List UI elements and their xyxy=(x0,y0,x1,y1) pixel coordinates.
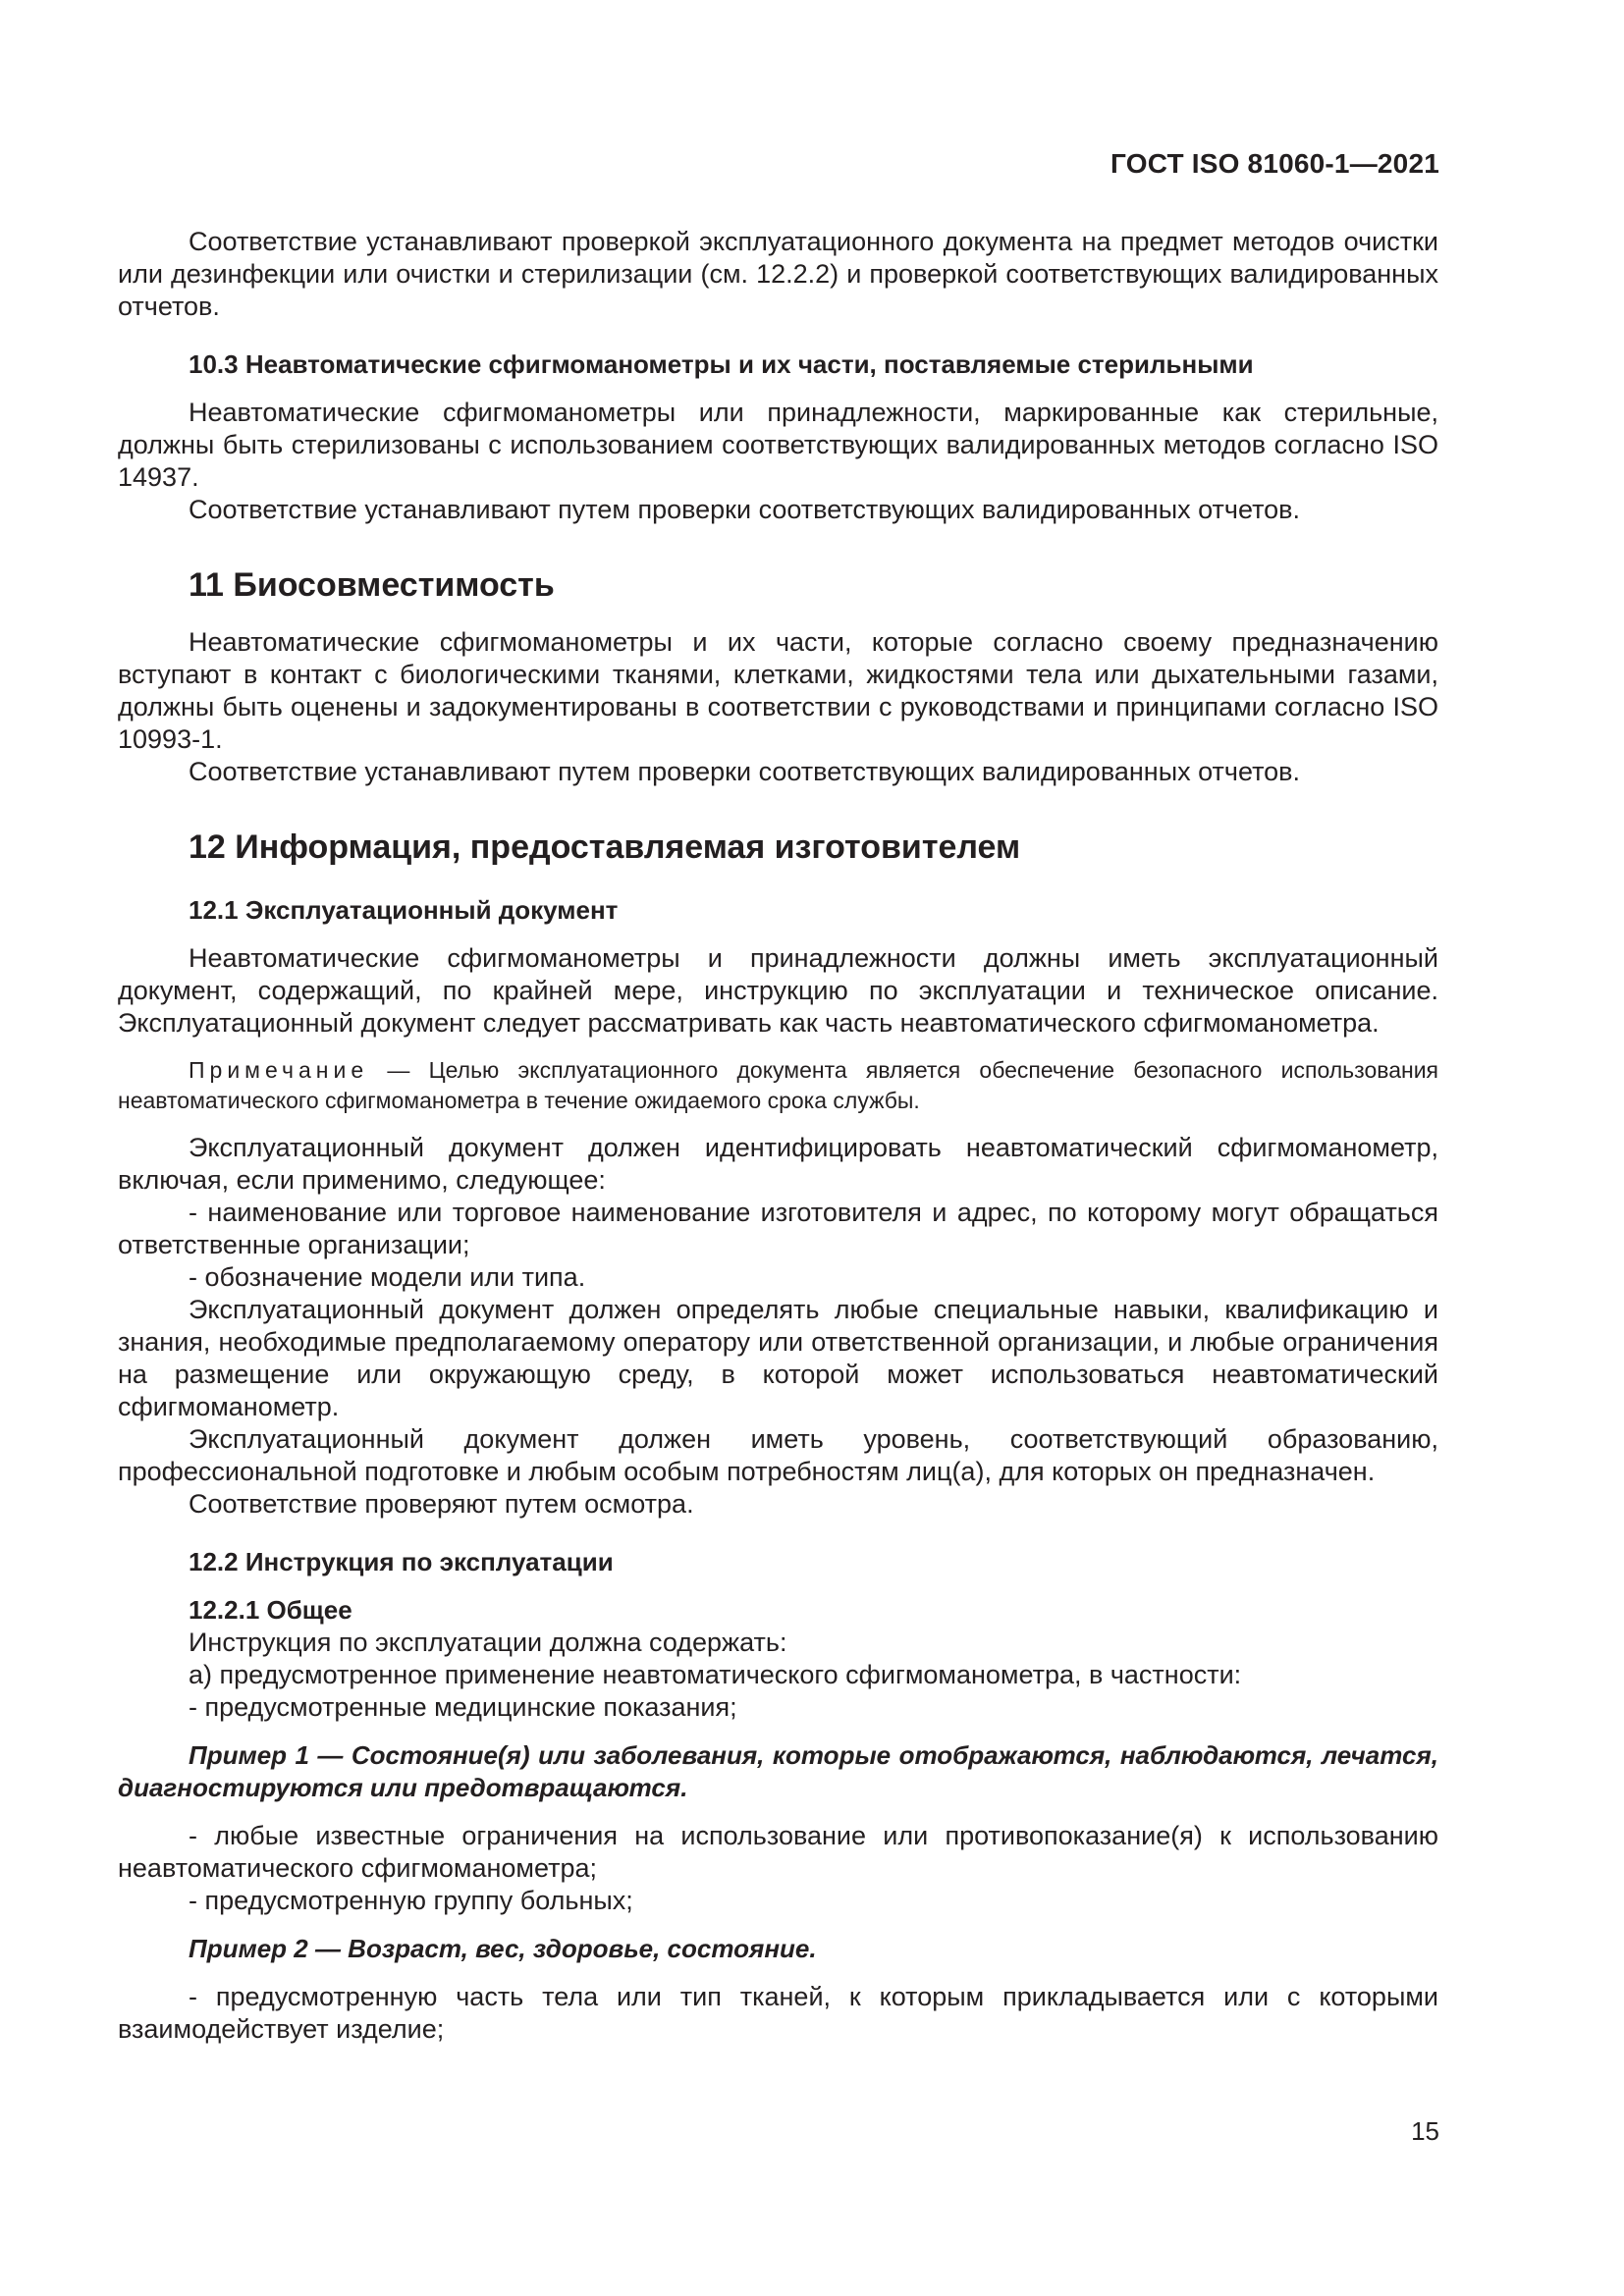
standard-code-header: ГОСТ ISO 81060-1—2021 xyxy=(1110,148,1439,179)
list-item: - предусмотренные медицинские показания; xyxy=(189,1692,737,1722)
paragraph: Соответствие устанавливают проверкой эксплуатационного документа на предмет методов очистки или дезинфекции или очистки и стерилизации (см. 12.2.2) и проверкой соответствующих валидированных отчетов. xyxy=(118,227,1438,321)
list-item: - любые известные ограничения на использование или противопоказание(я) к использованию неавтоматического сфигмоманометра; xyxy=(118,1821,1438,1883)
list-item: - обозначение модели или типа. xyxy=(189,1262,586,1292)
paragraph: Эксплуатационный документ должен идентифицировать неавтоматический сфигмоманометр, включая, если применимо, следующее: xyxy=(118,1133,1438,1195)
paragraph: Неавтоматические сфигмоманометры и их части, которые согласно своему предназначению вступают в контакт с биологическими тканями, клетками, жидкостями тела или дыхательными газами, должны быть оценены и задокументированы в соответствии с руководствами и принципами согласно ISO 10993-1. xyxy=(118,627,1438,754)
paragraph: Эксплуатационный документ должен определять любые специальные навыки, квалификацию и знания, необходимые предполагаемому оператору или ответственной организации, и любые ограничения на размещение или окружающую среду, в которой может использоваться неавтоматический сфигмоманометр. xyxy=(118,1295,1438,1421)
paragraph: Соответствие устанавливают путем проверки соответствующих валидированных отчетов. xyxy=(189,757,1301,786)
example-2: Пример 2 — Возраст, вес, здоровье, состояние. xyxy=(189,1934,817,1963)
section-heading-12-2-1: 12.2.1 Общее xyxy=(189,1595,352,1625)
paragraph: Неавтоматические сфигмоманометры и принадлежности должны иметь эксплуатационный документ, содержащий, по крайней мере, инструкцию по эксплуатации и техническое описание. Эксплуатационный документ следует рассматривать как часть неавтоматического сфигмоманометра. xyxy=(118,943,1438,1038)
list-item: - наименование или торговое наименование изготовителя и адрес, по которому могут обращаться ответственные организации; xyxy=(118,1198,1438,1259)
paragraph: Соответствие устанавливают путем проверки соответствующих валидированных отчетов. xyxy=(189,495,1301,524)
paragraph: Неавтоматические сфигмоманометры или принадлежности, маркированные как стерильные, должны быть стерилизованы с использованием соответствующих валидированных методов согласно ISO 14937. xyxy=(118,398,1438,492)
note-text: — Целью эксплуатационного документа является обеспечение безопасного использования неавтоматического сфигмоманометра в течение ожидаемого срока службы. xyxy=(118,1057,1438,1113)
section-heading-12-2: 12.2 Инструкция по эксплуатации xyxy=(189,1547,614,1576)
page-number: 15 xyxy=(1411,2116,1439,2146)
note xyxy=(118,1055,1438,1116)
list-item: а) предусмотренное применение неавтоматического сфигмоманометра, в частности: xyxy=(189,1660,1242,1689)
example-1: Пример 1 — Состояние(я) или заболевания, которые отображаются, наблюдаются, лечатся, диагностируются или предотвращаются. xyxy=(118,1740,1438,1802)
list-item: - предусмотренную часть тела или тип тканей, к которым прикладывается или с которыми взаимодействует изделие; xyxy=(118,1982,1438,2044)
list-item: - предусмотренную группу больных; xyxy=(189,1886,633,1915)
paragraph: Эксплуатационный документ должен иметь уровень, соответствующий образованию, профессиональной подготовке и любым особым потребностям лиц(а), для которых он предназначен. xyxy=(118,1424,1438,1486)
section-heading-11: 11 Биосовместимость xyxy=(189,566,555,604)
section-heading-12-1: 12.1 Эксплуатационный документ xyxy=(189,895,619,925)
page-content xyxy=(118,226,1438,2046)
paragraph: Соответствие проверяют путем осмотра. xyxy=(189,1489,694,1519)
note-label: Примечание xyxy=(189,1057,369,1083)
paragraph: Инструкция по эксплуатации должна содержать: xyxy=(189,1628,787,1657)
section-heading-10-3: 10.3 Неавтоматические сфигмоманометры и их части, поставляемые стерильными xyxy=(189,349,1254,379)
section-heading-12: 12 Информация, предоставляемая изготовителем xyxy=(189,828,1021,866)
